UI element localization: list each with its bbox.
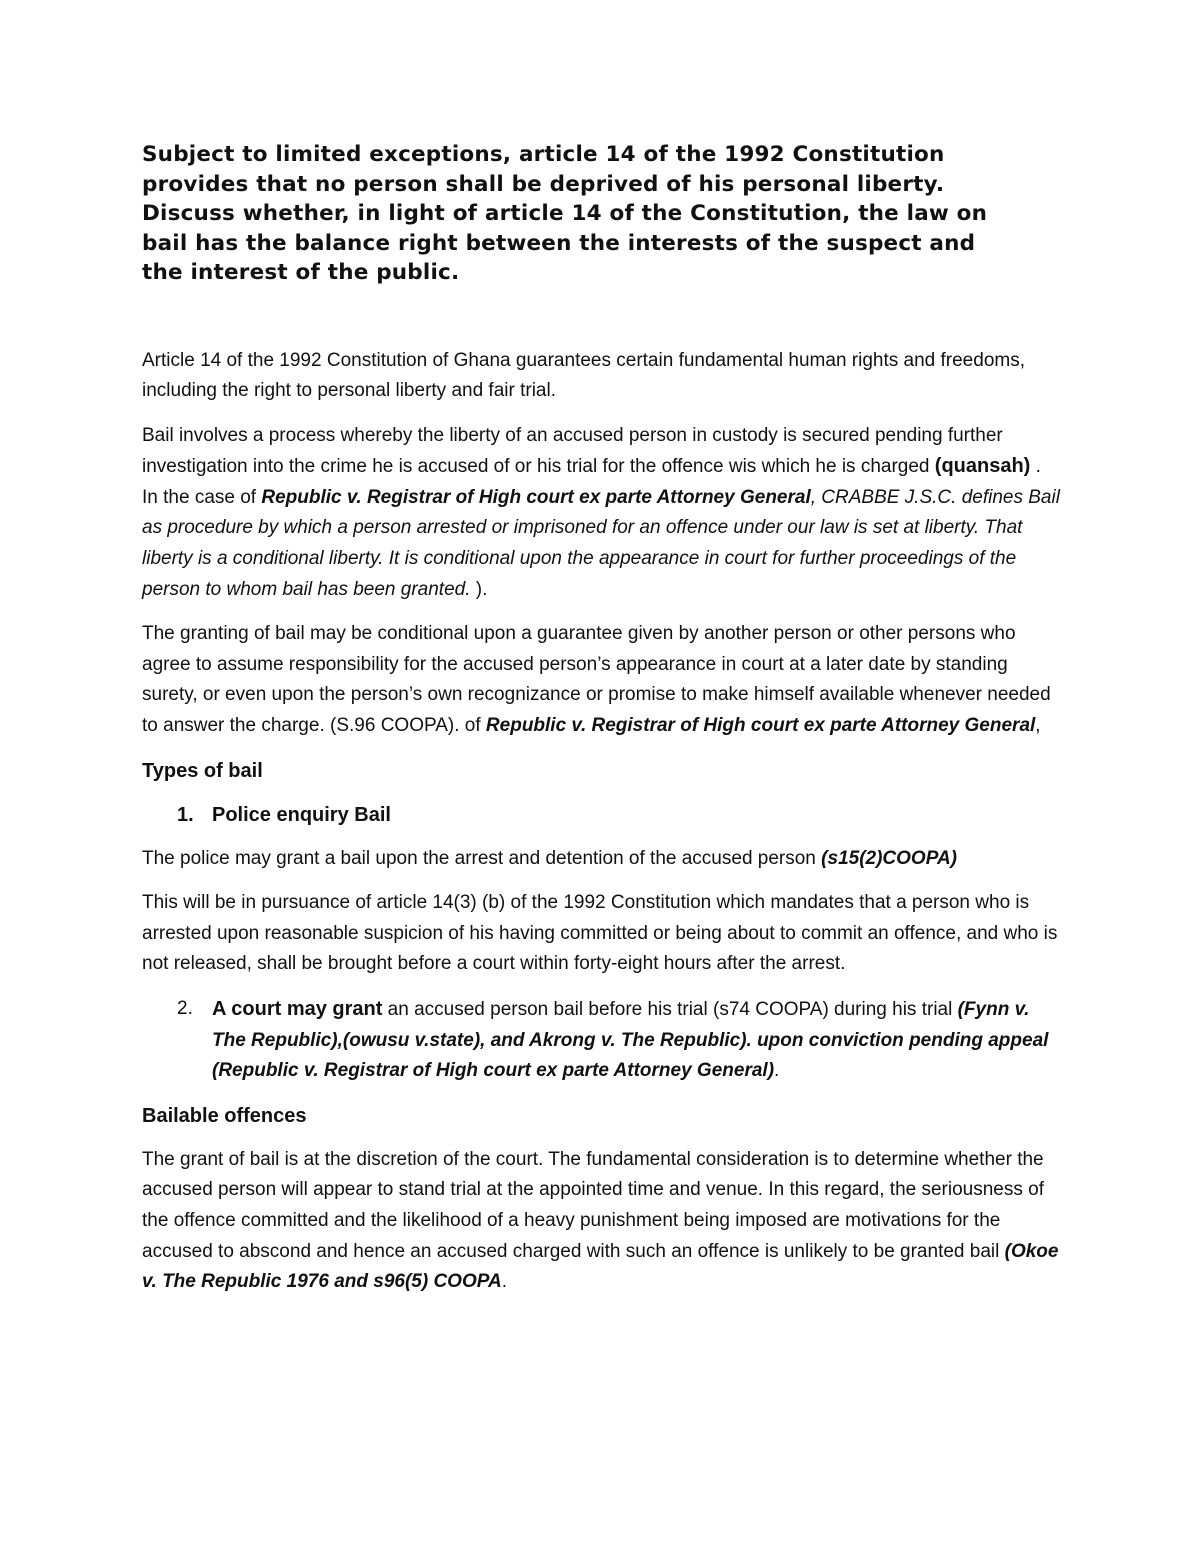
text-run: ). xyxy=(475,578,488,600)
question-line: Discuss whether, in light of article 14 of the Constitution, the law on xyxy=(142,201,988,226)
text-run: , xyxy=(1035,715,1041,737)
text-run: an accused person bail before his trial (s74 COOPA) during his trial xyxy=(382,999,958,1020)
text-run: The grant of bail is at the discretion of the court. The fundamental consideration is to determine whether the accused person will appear to stand trial at the appointed time and venue. In this regard, the seriousness of the offence committed and the likelihood of a heavy punishment being imposed are motivations for the accused to abscond and hence an accused charged with such an offence is unlikely to be granted bail xyxy=(142,1148,1044,1262)
question-line: provides that no person shall be deprived of his personal liberty. xyxy=(142,171,945,197)
citation-quansah: (quansah) xyxy=(934,455,1031,478)
text-run: The granting of bail may be conditional upon a guarantee given by another person or other persons who agree to assume responsibility for the accused person’s appearance in court at a later date by standing surety, or even upon the person’s own recognizance or promise to make himself available whenever needed to answer the charge. (S.96 COOPA). of xyxy=(142,623,1051,737)
list-number: 2. xyxy=(177,998,193,1019)
list-item-label: Police enquiry Bail xyxy=(212,803,391,826)
text-run: Bail involves a process whereby the liberty of an accused person in custody is secured pending further investigation into the crime he is accused of or his trial for the offence wis which he is charged xyxy=(142,424,1003,478)
text-run: . xyxy=(774,1060,780,1082)
section-heading-types-of-bail: Types of bail xyxy=(142,759,263,782)
list-number: 1. xyxy=(177,803,194,826)
list-item-court-bail xyxy=(142,994,1062,1087)
statute-citation: (s15(2)COOPA) xyxy=(821,847,958,869)
paragraph-bail-definition xyxy=(142,421,1062,606)
list-item-label: A court may grant xyxy=(212,998,383,1020)
document-page xyxy=(142,140,1062,1312)
paragraph-police-bail xyxy=(142,844,1062,875)
section-heading-bailable-offences: Bailable offences xyxy=(142,1104,307,1127)
case-citation: (Okoe v. The Republic 1976 and s96(5) COOPA xyxy=(142,1240,1059,1293)
paragraph-discretion xyxy=(142,1145,1062,1298)
question-line: Subject to limited exceptions, article 14 of the 1992 Constitution xyxy=(142,142,945,167)
paragraph-article-14-3b: This will be in pursuance of article 14(3) (b) of the 1992 Constitution which mandates that a person who is arrested upon reasonable suspicion of his having committed or being about to commit an offence, and who is not released, shall be brought before a court within forty-eight hours after the arrest. xyxy=(142,892,1058,975)
quoted-definition: , CRABBE J.S.C. defines Bail as procedure by which a person arrested or imprisoned for an offence under our law is set at liberty. That liberty is a conditional liberty. It is conditional upon the appearance in court for further proceedings of the person to whom bail has been granted. xyxy=(142,486,1060,600)
case-citation: (Fynn v. The Republic),(owusu v.state), and Akrong v. The Republic). upon conviction pending appeal (Republic v. Registrar of High court ex parte Attorney General) xyxy=(212,999,1049,1082)
paragraph-bail-conditions xyxy=(142,619,1062,741)
question-line: bail has the balance right between the interests of the suspect and xyxy=(142,230,976,256)
case-citation: Republic v. Registrar of High court ex parte Attorney General xyxy=(261,486,811,508)
list-item-police-bail xyxy=(142,800,1062,830)
case-citation: Republic v. Registrar of High court ex parte Attorney General xyxy=(485,715,1036,737)
text-run: . xyxy=(501,1271,507,1293)
text-run: . In the case of xyxy=(142,456,1041,508)
paragraph-article-14: Article 14 of the 1992 Constitution of Ghana guarantees certain fundamental human rights and freedoms, including the right to personal liberty and fair trial. xyxy=(142,349,1025,402)
text-run: The police may grant a bail upon the arrest and detention of the accused person xyxy=(142,847,822,869)
question-line: the interest of the public. xyxy=(142,260,460,285)
question-heading xyxy=(142,140,1062,288)
